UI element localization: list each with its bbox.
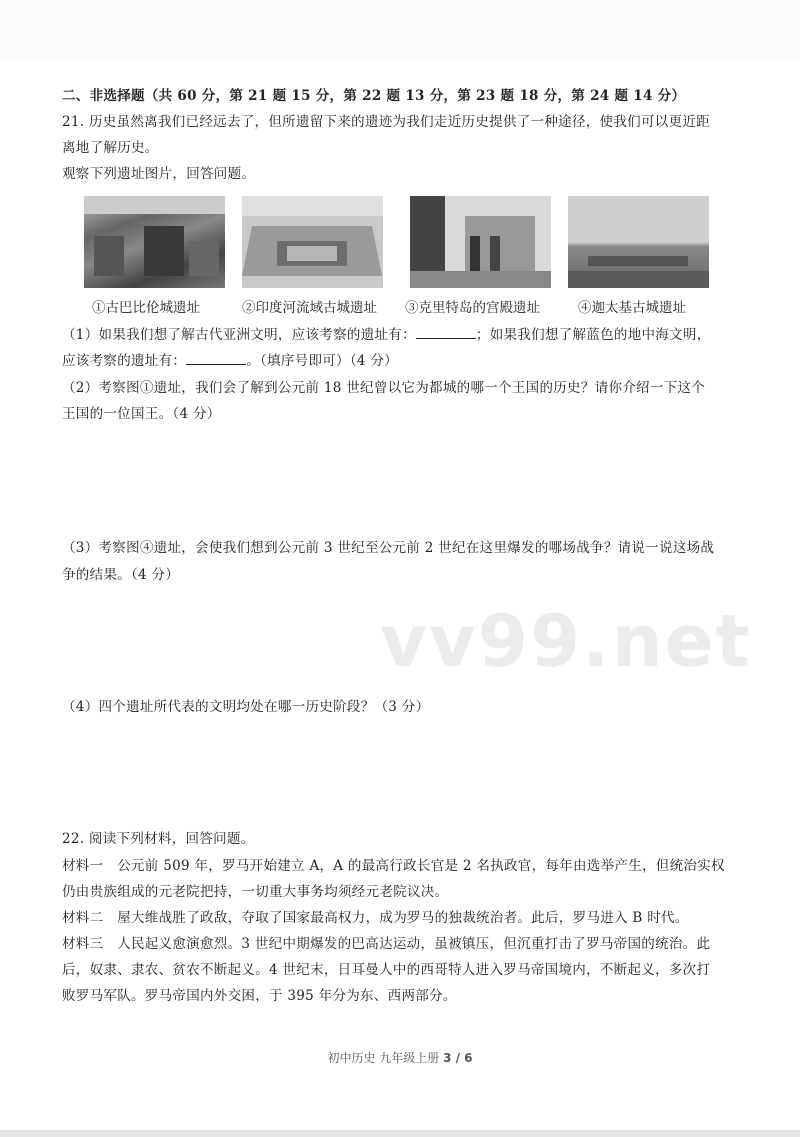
q21-sub1-line2 <box>62 351 398 371</box>
q21-intro-line2: 离地了解历史。 <box>62 140 159 156</box>
q21-sub3-line1: （3）考察图④遗址，会使我们想到公元前 3 世纪至公元前 2 世纪在这里爆发的哪场战争？请说一说这场战 <box>62 540 715 556</box>
bottom-edge <box>0 1130 800 1137</box>
image-caption-4: ④迦太基古城遗址 <box>578 300 686 316</box>
indus-city-ruins-image <box>242 196 383 288</box>
q22-material-line: 后，奴隶、隶农、贫农不断起义。4 世纪末，日耳曼人中的西哥特人进入罗马帝国境内，不断起义，多次打 <box>62 962 711 978</box>
page-footer <box>0 1050 800 1066</box>
watermark: vv99.net <box>380 599 752 683</box>
q22-material-line: 败罗马军队。罗马帝国内外交困，于 395 年分为东、西两部分。 <box>62 988 457 1004</box>
top-margin <box>0 0 800 60</box>
carthage-ruins-image <box>568 196 709 288</box>
q21-sub2-line2: 王国的一位国王。（4 分） <box>62 406 221 422</box>
q21-sub1-text-d: 。（填序号即可）（4 分） <box>246 353 398 369</box>
q21-sub2-line1: （2）考察图①遗址，我们会了解到公元前 18 世纪曾以它为都城的哪一个王国的历史？请你介绍一下这个 <box>62 380 706 396</box>
q21-sub1-text-c: 应该考察的遗址有： <box>62 353 187 369</box>
page-number: 3 / 6 <box>443 1051 473 1065</box>
q21-sub1-text-a: （1）如果我们想了解古代亚洲文明，应该考察的遗址有： <box>62 327 416 343</box>
q21-sub1-line1 <box>62 325 711 345</box>
footer-subject: 初中历史 九年级上册 <box>327 1051 444 1065</box>
babylon-ruins-image <box>84 196 225 288</box>
q22-material-line: 仍由贵族组成的元老院把持，一切重大事务均须经元老院议决。 <box>62 884 449 900</box>
q21-instruction: 观察下列遗址图片，回答问题。 <box>62 166 256 182</box>
q21-sub1-text-b: ；如果我们想了解蓝色的地中海文明， <box>475 327 711 343</box>
image-caption-3: ③克里特岛的宫殿遗址 <box>405 300 540 316</box>
crete-palace-ruins-image <box>410 196 551 288</box>
q22-intro: 22. 阅读下列材料，回答问题。 <box>62 831 255 847</box>
image-caption-1: ①古巴比伦城遗址 <box>92 300 200 316</box>
q21-intro-line1: 21. 历史虽然离我们已经远去了，但所遗留下来的遗迹为我们走近历史提供了一种途径，使我们可以更近距 <box>62 114 710 130</box>
q21-sub4: （4）四个遗址所代表的文明均处在哪一历史阶段？（3 分） <box>62 699 430 715</box>
answer-blank-1[interactable] <box>416 326 476 339</box>
image-caption-2: ②印度河流域古城遗址 <box>242 300 377 316</box>
section-heading: 二、非选择题（共 60 分，第 21 题 15 分，第 22 题 13 分，第 23 题 18 分，第 24 题 14 分） <box>62 88 686 104</box>
q22-material-line: 材料三 人民起义愈演愈烈。3 世纪中期爆发的巴高达运动，虽被镇压，但沉重打击了罗马帝国的统治。此 <box>62 936 711 952</box>
q22-material-line: 材料一 公元前 509 年，罗马开始建立 A，A 的最高行政长官是 2 名执政官，每年由选举产生，但统治实权 <box>62 858 725 874</box>
q21-sub3-line2: 争的结果。（4 分） <box>62 567 180 583</box>
answer-blank-2[interactable] <box>186 352 246 365</box>
q22-material-line: 材料二 屋大维战胜了政敌，夺取了国家最高权力，成为罗马的独裁统治者。此后，罗马进入 B 时代。 <box>62 910 689 926</box>
